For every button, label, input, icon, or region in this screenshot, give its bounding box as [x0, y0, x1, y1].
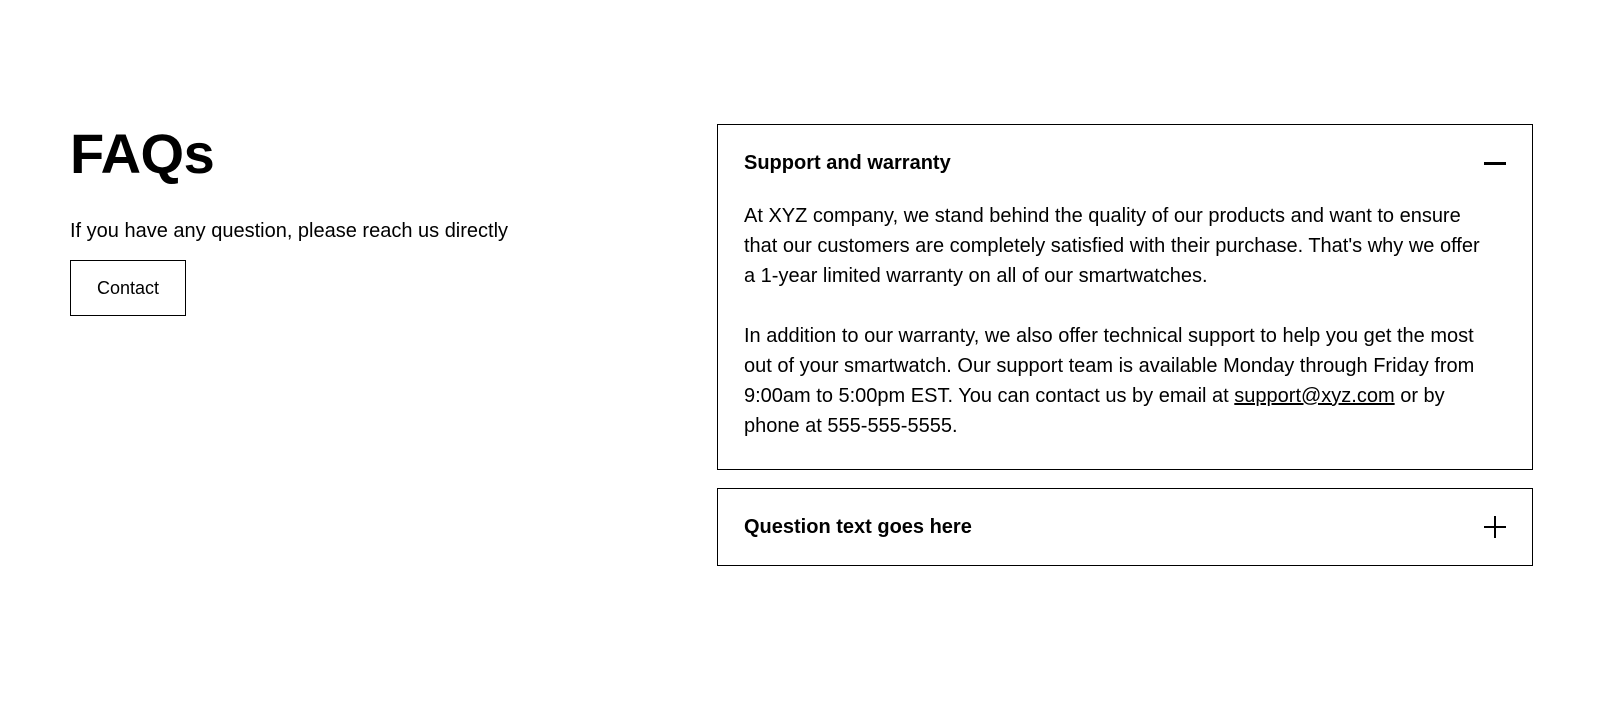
faq-question-text: Question text goes here [744, 516, 972, 538]
faq-answer-support-text: In addition to our warranty, we also offer technical support to help you get the most out of your smartwatch. Our support team is available Monday through Friday from 9:00am to 5:00pm EST. You can contact us by email at [744, 325, 1475, 407]
faq-answer-paragraph: At XYZ company, we stand behind the quality of our products and want to ensure that our customers are completely satisfied with their purchase. That's why we offer a 1-year limited warranty on all of our smartwatches. [744, 205, 1480, 287]
minus-icon[interactable] [1483, 151, 1507, 175]
faq-intro [70, 118, 630, 316]
faq-answer [718, 201, 1532, 469]
faq-accordion [717, 124, 1533, 584]
faq-item-question [717, 488, 1533, 566]
faq-answer-phone-text: or by phone at 555-555-5555. [744, 385, 1445, 437]
plus-icon[interactable] [1483, 515, 1507, 539]
contact-button[interactable]: Contact [70, 260, 186, 316]
page-title: FAQs [70, 122, 215, 185]
faq-question-text: Support and warranty [744, 152, 951, 174]
faq-question-toggle[interactable] [718, 489, 1532, 565]
faq-answer-paragraph-contact [744, 321, 1492, 441]
page-subtitle: If you have any question, please reach us directly [70, 220, 509, 242]
faq-item-support-warranty [717, 124, 1533, 470]
faq-question-toggle[interactable] [718, 125, 1532, 201]
support-email-link[interactable]: support@xyz.com [1234, 385, 1395, 407]
